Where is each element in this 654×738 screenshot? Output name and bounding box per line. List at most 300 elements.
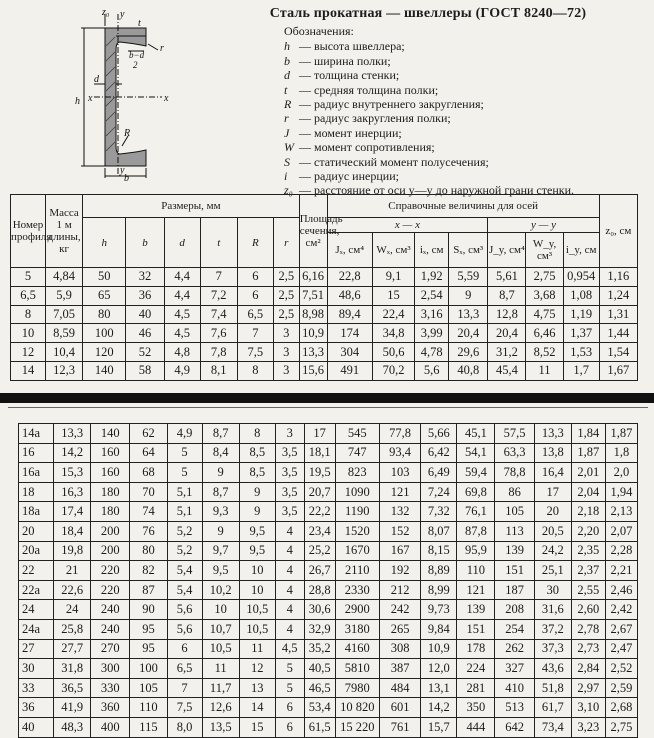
table-cell: 54,1 — [457, 443, 495, 463]
table-cell: 491 — [327, 361, 372, 380]
table-cell: 87,8 — [457, 521, 495, 541]
table-cell: 11 — [239, 639, 275, 659]
header-axis-yy: y — y — [488, 218, 599, 233]
header-b: b — [126, 218, 164, 268]
table-cell: 22,2 — [304, 502, 335, 522]
table-cell: 1190 — [335, 502, 379, 522]
table-cell: 220 — [91, 561, 130, 581]
table-cell: 484 — [379, 678, 420, 698]
header-axis-xx: x — x — [327, 218, 488, 233]
table-cell: 37,3 — [534, 639, 571, 659]
table-row — [19, 619, 638, 639]
table-cell: 2,5 — [273, 286, 299, 305]
table-cell: 2,67 — [605, 619, 637, 639]
table-cell: 12,6 — [202, 698, 239, 718]
table-cell: 3 — [275, 424, 304, 444]
table-cell: 110 — [457, 561, 495, 581]
table-cell: 15 220 — [335, 717, 379, 737]
profile-number-cell: 22 — [19, 561, 54, 581]
table-cell: 0,954 — [563, 268, 599, 287]
table-cell: 63,3 — [495, 443, 534, 463]
table-cell: 3,5 — [275, 443, 304, 463]
legend-text: — расстояние от оси y—y до наружной грани стенки. — [299, 183, 574, 198]
table-cell: 2,28 — [605, 541, 637, 561]
table-cell: 4 — [275, 541, 304, 561]
table-cell: 1,84 — [571, 424, 605, 444]
profile-number-cell: 33 — [19, 678, 54, 698]
table-cell: 1090 — [335, 482, 379, 502]
header-dimensions: Размеры, мм — [83, 195, 300, 218]
table-cell: 4 — [275, 619, 304, 639]
drawing-label-x-right: x — [164, 93, 169, 104]
table-cell: 16,3 — [54, 482, 91, 502]
table-cell: 4,4 — [164, 268, 200, 287]
page-separator-line — [8, 407, 648, 408]
table-cell: 10,5 — [239, 600, 275, 620]
table-cell: 4,84 — [46, 268, 83, 287]
legend-symbol: i — [284, 169, 288, 184]
table-cell: 192 — [379, 561, 420, 581]
table-cell: 73,4 — [534, 717, 571, 737]
table-cell: 48,6 — [327, 286, 372, 305]
table-cell: 89,4 — [327, 305, 372, 324]
table-cell: 2,07 — [605, 521, 637, 541]
profile-number-cell: 14 — [11, 361, 46, 380]
table-cell: 24 — [54, 600, 91, 620]
table-cell: 212 — [379, 580, 420, 600]
profile-number-cell: 27 — [19, 639, 54, 659]
table-cell: 78,8 — [495, 463, 534, 483]
legend-text: — момент инерции; — [299, 125, 402, 140]
profile-number-cell: 24а — [19, 619, 54, 639]
legend-text: — средняя толщина полки; — [299, 82, 439, 97]
table-cell: 240 — [91, 619, 130, 639]
legend-text: — ширина полки; — [299, 53, 391, 68]
profile-number-cell: 10 — [11, 324, 46, 343]
profile-number-cell: 18а — [19, 502, 54, 522]
table-cell: 9 — [239, 482, 275, 502]
drawing-label-z0: z₀ — [102, 7, 110, 18]
profile-number-cell: 40 — [19, 717, 54, 737]
drawing-label-R: R — [124, 128, 131, 139]
table-cell: 12,8 — [488, 305, 526, 324]
table-cell: 20,4 — [449, 324, 488, 343]
table-cell: 115 — [130, 717, 167, 737]
header-area: Площадь сечения, см² — [299, 195, 327, 268]
table-cell: 8,7 — [488, 286, 526, 305]
channel-table-upper — [10, 194, 638, 381]
table-cell: 6,42 — [421, 443, 457, 463]
table-row — [19, 482, 638, 502]
profile-number-cell: 5 — [11, 268, 46, 287]
table-cell: 151 — [457, 619, 495, 639]
table-cell: 2,97 — [571, 678, 605, 698]
table-cell: 8,52 — [526, 343, 563, 362]
table-cell: 167 — [379, 541, 420, 561]
table-cell: 52 — [126, 343, 164, 362]
table-cell: 8,5 — [239, 463, 275, 483]
table-cell: 23,4 — [304, 521, 335, 541]
table-cell: 151 — [495, 561, 534, 581]
table-cell: 300 — [91, 659, 130, 679]
table-cell: 70,2 — [372, 361, 414, 380]
profile-number-cell: 20а — [19, 541, 54, 561]
table-cell: 13,5 — [202, 717, 239, 737]
table-cell: 1,37 — [563, 324, 599, 343]
table-cell: 19,5 — [304, 463, 335, 483]
table-cell: 2,04 — [571, 482, 605, 502]
table-cell: 20 — [534, 502, 571, 522]
table-cell: 7,5 — [167, 698, 202, 718]
drawing-label-b: b — [124, 173, 129, 181]
table-cell: 12,3 — [46, 361, 83, 380]
table-cell: 5,9 — [46, 286, 83, 305]
legend-text: — радиус внутреннего закругления; — [299, 97, 484, 112]
table-cell: 8,1 — [200, 361, 237, 380]
table-cell: 10 — [239, 580, 275, 600]
table-cell: 11 — [526, 361, 563, 380]
table-cell: 6 — [275, 717, 304, 737]
header-Jy: J_y, см⁴ — [488, 233, 526, 268]
table-cell: 200 — [91, 541, 130, 561]
table-cell: 5,66 — [421, 424, 457, 444]
legend-symbol: S — [284, 154, 290, 169]
table-cell: 2,13 — [605, 502, 637, 522]
table-cell: 18,4 — [54, 521, 91, 541]
table-cell: 281 — [457, 678, 495, 698]
table-row — [19, 698, 638, 718]
table-cell: 46,5 — [304, 678, 335, 698]
table-cell: 747 — [335, 443, 379, 463]
table-cell: 2,18 — [571, 502, 605, 522]
table-cell: 30 — [534, 580, 571, 600]
table-cell: 3 — [273, 324, 299, 343]
table-cell: 62 — [130, 424, 167, 444]
table-cell: 45,4 — [488, 361, 526, 380]
table-cell: 35,2 — [304, 639, 335, 659]
table-cell: 5810 — [335, 659, 379, 679]
table-cell: 25,1 — [534, 561, 571, 581]
channel-section-drawing — [72, 6, 202, 181]
table-cell: 69,8 — [457, 482, 495, 502]
table-cell: 3,16 — [415, 305, 449, 324]
table-cell: 3180 — [335, 619, 379, 639]
table-cell: 160 — [91, 463, 130, 483]
table-cell: 8,59 — [46, 324, 83, 343]
legend-item — [284, 83, 649, 97]
table-cell: 10 820 — [335, 698, 379, 718]
legend-symbol: h — [284, 39, 290, 54]
table-cell: 823 — [335, 463, 379, 483]
table-cell: 2,68 — [605, 698, 637, 718]
table-cell: 140 — [91, 424, 130, 444]
header-h: h — [83, 218, 126, 268]
table-cell: 12,0 — [421, 659, 457, 679]
table-cell: 3 — [273, 361, 299, 380]
table-cell: 10,4 — [46, 343, 83, 362]
profile-number-cell: 6,5 — [11, 286, 46, 305]
table-cell: 90 — [130, 600, 167, 620]
table-row — [19, 521, 638, 541]
legend-item — [284, 126, 649, 140]
table-cell: 58 — [126, 361, 164, 380]
legend-symbol: r — [284, 111, 289, 126]
table-cell: 12 — [239, 659, 275, 679]
table-cell: 8,07 — [421, 521, 457, 541]
table-cell: 14,2 — [54, 443, 91, 463]
table-cell: 10,2 — [202, 580, 239, 600]
table-cell: 7,32 — [421, 502, 457, 522]
table-cell: 240 — [91, 600, 130, 620]
table-cell: 3 — [273, 343, 299, 362]
table-cell: 6 — [237, 268, 273, 287]
table-cell: 14,2 — [421, 698, 457, 718]
table-cell: 178 — [457, 639, 495, 659]
legend — [284, 24, 649, 198]
header-R: R — [237, 218, 273, 268]
legend-symbol: J — [284, 125, 290, 140]
table-cell: 6 — [237, 286, 273, 305]
table-cell: 13 — [239, 678, 275, 698]
table-cell: 50,6 — [372, 343, 414, 362]
table-cell: 2,01 — [571, 463, 605, 483]
table-cell: 50 — [83, 268, 126, 287]
table-cell: 7 — [237, 324, 273, 343]
table-cell: 15,7 — [421, 717, 457, 737]
table-cell: 4160 — [335, 639, 379, 659]
table-cell: 4 — [275, 600, 304, 620]
table-cell: 4 — [275, 580, 304, 600]
table-cell: 2,47 — [605, 639, 637, 659]
table-cell: 17,4 — [54, 502, 91, 522]
drawing-label-b-minus-d: b−d — [129, 50, 145, 60]
table-cell: 7,2 — [200, 286, 237, 305]
table-cell: 2,78 — [571, 619, 605, 639]
table-cell: 5,1 — [167, 482, 202, 502]
table-cell: 15,6 — [299, 361, 327, 380]
table-cell: 10,7 — [202, 619, 239, 639]
table-cell: 10,5 — [202, 639, 239, 659]
table-cell: 48,3 — [54, 717, 91, 737]
table-cell: 2,59 — [605, 678, 637, 698]
table-cell: 13,3 — [534, 424, 571, 444]
legend-text: — радиус инерции; — [299, 169, 399, 184]
table-cell: 308 — [379, 639, 420, 659]
table-cell: 180 — [91, 482, 130, 502]
drawing-label-t: t — [138, 18, 141, 29]
profile-number-cell: 36 — [19, 698, 54, 718]
table-cell: 9,84 — [421, 619, 457, 639]
legend-text: — статический момент полусечения; — [299, 154, 489, 169]
table-cell: 242 — [379, 600, 420, 620]
table-cell: 8,4 — [202, 443, 239, 463]
table-cell: 18,1 — [304, 443, 335, 463]
table-cell: 3,23 — [571, 717, 605, 737]
table-row — [19, 561, 638, 581]
table-cell: 10,5 — [239, 619, 275, 639]
table-cell: 4,4 — [164, 286, 200, 305]
table-cell: 82 — [130, 561, 167, 581]
table-cell: 3,68 — [526, 286, 563, 305]
table-cell: 7 — [167, 678, 202, 698]
table-row — [19, 717, 638, 737]
table-cell: 1,44 — [599, 324, 637, 343]
legend-title: Обозначения: — [284, 24, 354, 38]
channel-table-lower — [18, 423, 638, 738]
table-row — [19, 443, 638, 463]
table-cell: 1,08 — [563, 286, 599, 305]
table-cell: 200 — [91, 521, 130, 541]
table-cell: 2,5 — [273, 305, 299, 324]
profile-number-cell: 8 — [11, 305, 46, 324]
table-cell: 13,8 — [534, 443, 571, 463]
table-cell: 32 — [126, 268, 164, 287]
table-cell: 51,8 — [534, 678, 571, 698]
table-cell: 37,2 — [534, 619, 571, 639]
table-cell: 1520 — [335, 521, 379, 541]
table-cell: 19,8 — [54, 541, 91, 561]
table-cell: 152 — [379, 521, 420, 541]
profile-number-cell: 16а — [19, 463, 54, 483]
profile-number-cell: 30 — [19, 659, 54, 679]
table-cell: 10,9 — [299, 324, 327, 343]
table-cell: 64 — [130, 443, 167, 463]
table-cell: 327 — [495, 659, 534, 679]
header-Jx: Jₓ, см⁴ — [327, 233, 372, 268]
legend-symbol: R — [284, 97, 292, 112]
legend-text: — толщина стенки; — [299, 68, 400, 83]
drawing-label-y-bottom: y — [120, 165, 125, 176]
table-row — [19, 580, 638, 600]
table-cell: 8,89 — [421, 561, 457, 581]
table-cell: 642 — [495, 717, 534, 737]
table-cell: 5 — [167, 463, 202, 483]
legend-item — [284, 54, 649, 68]
table-cell: 14 — [239, 698, 275, 718]
table-cell: 7,8 — [200, 343, 237, 362]
table-row — [11, 305, 638, 324]
table-cell: 103 — [379, 463, 420, 483]
table-cell: 2110 — [335, 561, 379, 581]
table-cell: 350 — [457, 698, 495, 718]
table-cell: 2,21 — [605, 561, 637, 581]
table-cell: 387 — [379, 659, 420, 679]
table-cell: 9,5 — [239, 541, 275, 561]
table-cell: 77,8 — [379, 424, 420, 444]
table-cell: 43,6 — [534, 659, 571, 679]
table-cell: 65 — [83, 286, 126, 305]
table-cell: 25,2 — [304, 541, 335, 561]
table-cell: 13,3 — [299, 343, 327, 362]
legend-symbol: t — [284, 82, 288, 97]
table-row — [19, 541, 638, 561]
table-cell: 10 — [239, 561, 275, 581]
table-row — [11, 361, 638, 380]
legend-item — [284, 140, 649, 154]
table-cell: 13,3 — [54, 424, 91, 444]
drawing-label-r: r — [160, 43, 164, 54]
table-cell: 6 — [275, 698, 304, 718]
table-cell: 105 — [495, 502, 534, 522]
table-cell: 4 — [275, 561, 304, 581]
table-cell: 95 — [130, 639, 167, 659]
table-cell: 3,5 — [275, 482, 304, 502]
table-cell: 4,8 — [164, 343, 200, 362]
table-cell: 2,0 — [605, 463, 637, 483]
legend-item — [284, 68, 649, 82]
table-cell: 5,4 — [167, 561, 202, 581]
table-row — [19, 502, 638, 522]
table-cell: 57,5 — [495, 424, 534, 444]
table-cell: 761 — [379, 717, 420, 737]
table-cell: 1,54 — [599, 343, 637, 362]
table-cell: 304 — [327, 343, 372, 362]
legend-item — [284, 39, 649, 53]
table-cell: 6 — [167, 639, 202, 659]
table-cell: 34,8 — [372, 324, 414, 343]
table-cell: 9 — [449, 286, 488, 305]
table-cell: 2,37 — [571, 561, 605, 581]
table-row — [11, 343, 638, 362]
table-cell: 5,2 — [167, 521, 202, 541]
table-cell: 5,61 — [488, 268, 526, 287]
table-cell: 5,2 — [167, 541, 202, 561]
table-cell: 2,35 — [571, 541, 605, 561]
table-cell: 4,5 — [275, 639, 304, 659]
table-cell: 46 — [126, 324, 164, 343]
profile-number-cell: 22а — [19, 580, 54, 600]
table-cell: 9 — [239, 502, 275, 522]
table-cell: 15,3 — [54, 463, 91, 483]
table-cell: 5,59 — [449, 268, 488, 287]
header-Wy: W_y, см³ — [526, 233, 563, 268]
table-row — [19, 678, 638, 698]
table-cell: 262 — [495, 639, 534, 659]
table-cell: 28,8 — [304, 580, 335, 600]
table-cell: 9 — [202, 521, 239, 541]
table-cell: 1,92 — [415, 268, 449, 287]
table-cell: 187 — [495, 580, 534, 600]
table-cell: 15 — [372, 286, 414, 305]
table-cell: 8,98 — [299, 305, 327, 324]
table-cell: 180 — [91, 502, 130, 522]
table-cell: 9,1 — [372, 268, 414, 287]
table-cell: 74 — [130, 502, 167, 522]
table-cell: 87 — [130, 580, 167, 600]
table-cell: 68 — [130, 463, 167, 483]
table-cell: 2,5 — [273, 268, 299, 287]
table-cell: 5,4 — [167, 580, 202, 600]
header-d: d — [164, 218, 200, 268]
table-cell: 513 — [495, 698, 534, 718]
table-cell: 80 — [130, 541, 167, 561]
table-cell: 360 — [91, 698, 130, 718]
profile-number-cell: 18 — [19, 482, 54, 502]
table-cell: 4,5 — [164, 305, 200, 324]
table-cell: 330 — [91, 678, 130, 698]
profile-number-cell: 20 — [19, 521, 54, 541]
table-cell: 76,1 — [457, 502, 495, 522]
drawing-label-x-left: x — [88, 93, 93, 104]
table-cell: 36 — [126, 286, 164, 305]
header-reference: Справочные величины для осей — [327, 195, 599, 218]
table-row — [19, 659, 638, 679]
table-cell: 13,3 — [449, 305, 488, 324]
table-cell: 27,7 — [54, 639, 91, 659]
table-cell: 2,75 — [605, 717, 637, 737]
legend-item — [284, 155, 649, 169]
table-cell: 8,5 — [239, 443, 275, 463]
